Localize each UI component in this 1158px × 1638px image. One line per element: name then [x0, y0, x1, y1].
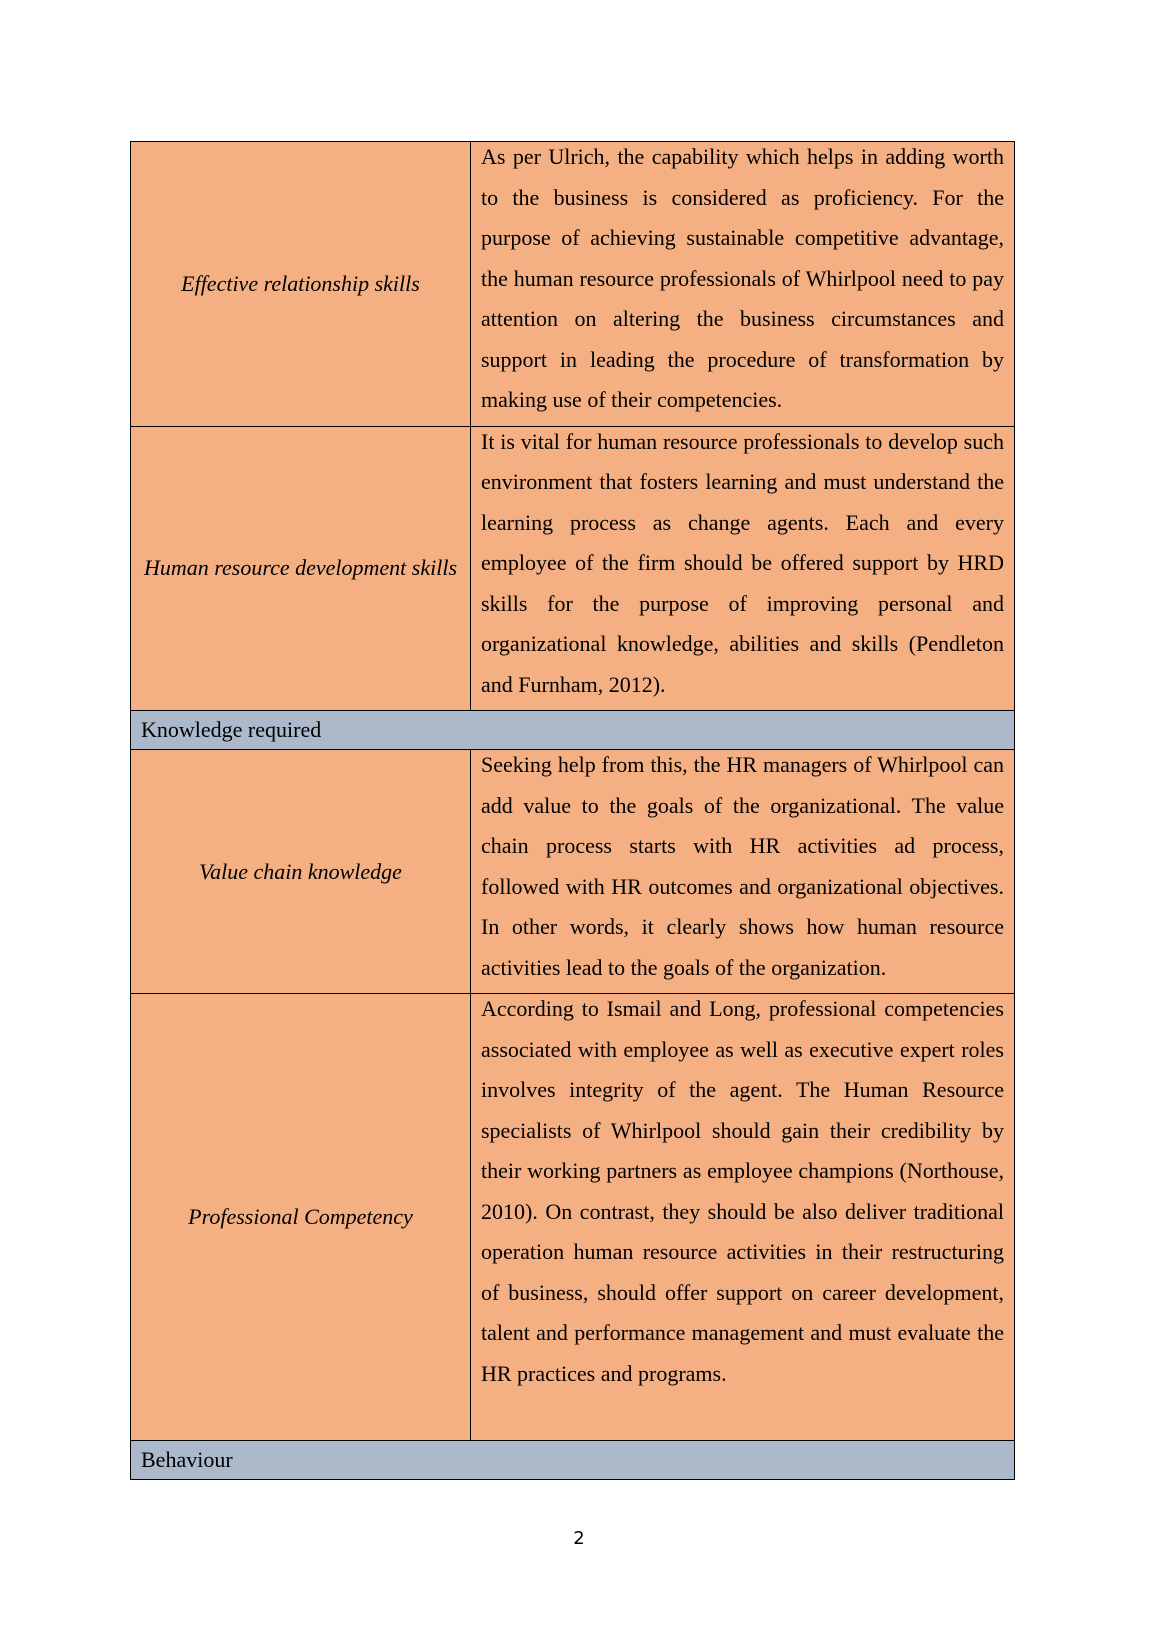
skill-label-cell [131, 426, 471, 711]
table-row [131, 426, 1015, 711]
skill-description-cell [471, 426, 1015, 711]
skill-description: As per Ulrich, the capability which helps in adding worth to the business is considered as proficiency. For the purpose of achieving sustainable competitive advantage, the human resource professionals of Whirlpool need to pay attention on altering the business circumstances and support in leading the procedure of transformation by making use of their competencies. [481, 144, 1004, 412]
skill-description-cell [471, 142, 1015, 427]
table-row [131, 750, 1015, 994]
skill-description: It is vital for human resource professionals to develop such environment that fosters learning and must understand the learning process as change agents. Each and every employee of the firm should be offered support by HRD skills for the purpose of improving personal and organizational knowledge, abilities and skills (Pendleton and Furnham, 2012). [481, 428, 1004, 697]
section-row [131, 711, 1015, 750]
section-heading: Behaviour [141, 1447, 233, 1472]
table-row [131, 994, 1015, 1441]
skill-description-cell [471, 994, 1015, 1441]
skill-label-cell [131, 142, 471, 427]
section-heading-cell [131, 1441, 1015, 1480]
skill-label: Value chain knowledge [199, 858, 402, 884]
skill-description-cell [471, 750, 1015, 994]
skill-description: Seeking help from this, the HR managers of Whirlpool can add value to the goals of the organizational. The value chain process starts with HR activities ad process, followed with HR outcomes and organizational objectives. In other words, it clearly shows how human resource activities lead to the goals of the organization. [481, 752, 1004, 980]
skill-label-cell [131, 750, 471, 994]
section-row [131, 1441, 1015, 1480]
hr-skills-table [130, 141, 1015, 1480]
section-heading: Knowledge required [141, 717, 322, 742]
skill-label: Effective relationship skills [181, 270, 420, 296]
skill-label-cell [131, 994, 471, 1441]
table-row [131, 142, 1015, 427]
skill-description: According to Ismail and Long, professional competencies associated with employee as well as executive expert roles involves integrity of the agent. The Human Resource specialists of Whirlpool should gain their credibility by their working partners as employee champions (Northouse, 2010). On contrast, they should be also deliver traditional operation human resource activities in their restructuring of business, should offer support on career development, talent and performance management and must evaluate the HR practices and programs. [481, 996, 1004, 1386]
skill-label: Professional Competency [188, 1204, 413, 1229]
page-number: 2 [573, 1528, 585, 1549]
section-heading-cell [131, 711, 1015, 750]
skill-label: Human resource development skills [143, 555, 458, 581]
